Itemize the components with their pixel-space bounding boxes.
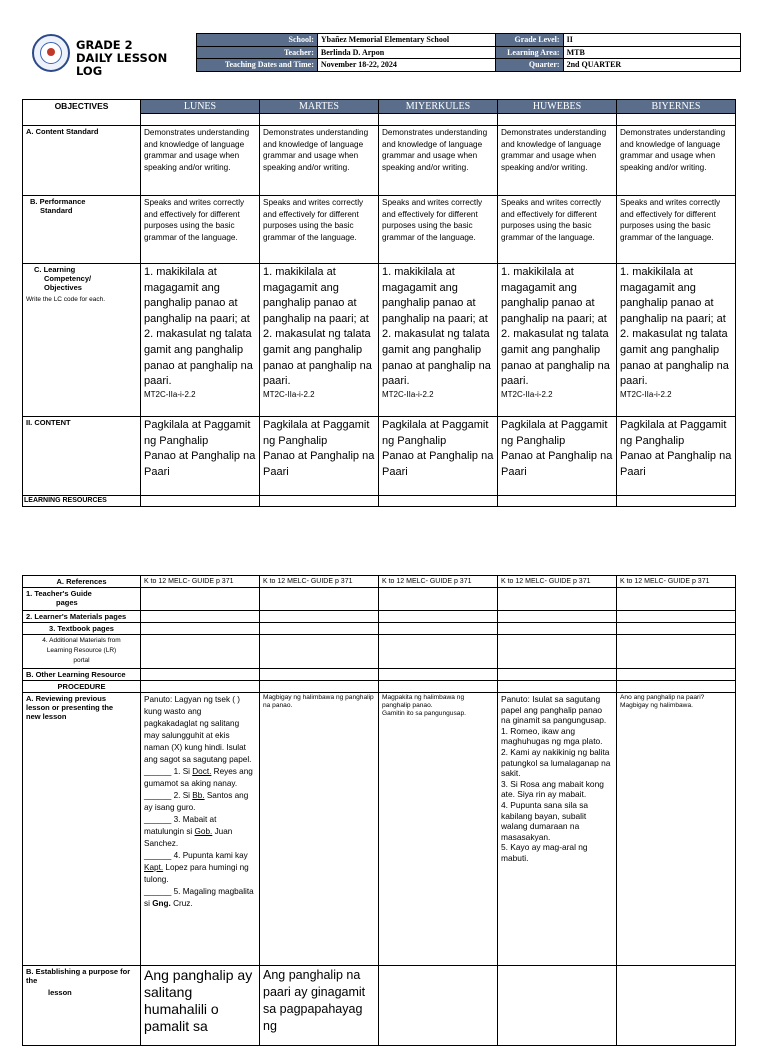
content-standard-cell: Demonstrates understanding and knowledge of language grammar and usage when speaking and/or writing. <box>617 126 736 196</box>
performance-standard-cell: Speaks and writes correctly and effectively for different purposes using the basic grammar of the language. <box>260 196 379 264</box>
textbook-pages-row <box>23 623 736 635</box>
content-cell: Pagkilala at Paggamit ng Panghalip Panao at Panghalip na Paari <box>379 417 498 496</box>
school-label: School: <box>197 34 318 47</box>
reference-cell: K to 12 MELC- GUIDE p 371 <box>141 576 260 588</box>
dates-label: Teaching Dates and Time: <box>197 59 318 72</box>
competency-row <box>23 264 736 417</box>
competency-cell: 1. makikilala at magagamit ang panghalip panao at panghalip na paari; at 2. makasulat ng talata gamit ang panghalip panao at panghalip na paari. MT2C-IIa-i-2.2 <box>617 264 736 417</box>
quarter-value: 2nd QUARTER <box>563 59 740 72</box>
grade-level-label: Grade Level: <box>495 34 563 47</box>
objectives-table <box>22 99 736 507</box>
document-title: GRADE 2 DAILY LESSON LOG <box>76 38 168 78</box>
reviewing-label: A. Reviewing previous lesson or presenting the new lesson <box>23 693 141 966</box>
reviewing-wednesday-cell: Magpakita ng halimbawa ng panghalip panao. Gamitin ito sa pangungusap. <box>379 693 498 966</box>
performance-standard-cell: Speaks and writes correctly and effectively for different purposes using the basic grammar of the language. <box>379 196 498 264</box>
learning-resources-row <box>23 496 736 507</box>
objectives-heading: OBJECTIVES <box>23 100 141 126</box>
deped-seal-logo <box>32 34 70 72</box>
teacher-label: Teacher: <box>197 46 318 59</box>
reviewing-row <box>23 693 736 966</box>
content-cell: Pagkilala at Paggamit ng Panghalip Panao at Panghalip na Paari <box>260 417 379 496</box>
reviewing-monday-cell: Panuto: Lagyan ng tsek ( ) kung wasto ang pagkakadaglat ng salitang may salungguhit at ekis naman (X) kung hindi. Isulat ang sagot sa sagutang papel. ______ 1. Si Doct. Reyes ang gumamot sa aking nanay. ______ 2. Si Bb. Santos ang ay isang guro. ______ 3. Mabait at matulungin si Gob. Juan Sanchez. ______ 4. Pupunta kami kay Kapt. Lopez para humingi ng tulong. ______ 5. Magaling magbalita si Gng. Cruz. <box>141 693 260 966</box>
other-resource-label: B. Other Learning Resource <box>23 669 141 681</box>
reference-cell: K to 12 MELC- GUIDE p 371 <box>617 576 736 588</box>
reviewing-thursday-cell: Panuto: Isulat sa sagutang papel ang panghalip panao na ginamit sa pangungusap. 1. Romeo, ikaw ang maghuhugas ng mga plato. 2. Kami ay nakikinig ng balita patungkol sa lumalaganap na sakit. 3. Si Rosa ang mabait kong ate. Siya rin ay mabait. 4. Pupunta sana sila sa kabilang bayan, subalit walang dumaraan na masasakyan. 5. Kayo ay mag-aral ng mabuti. <box>498 693 617 966</box>
content-cell: Pagkilala at Paggamit ng Panghalip Panao at Panghalip na Paari <box>498 417 617 496</box>
day-header-monday: LUNES <box>141 100 260 114</box>
competency-label: C. Learning Competency/ Objectives Write the LC code for each. <box>23 264 141 417</box>
additional-materials-row <box>23 635 736 669</box>
competency-cell: 1. makikilala at magagamit ang panghalip panao at panghalip na paari; at 2. makasulat ng talata gamit ang panghalip panao at panghalip na paari. MT2C-IIa-i-2.2 <box>379 264 498 417</box>
additional-materials-label: 4. Additional Materials from Learning Resource (LR) portal <box>23 635 141 669</box>
content-standard-cell: Demonstrates understanding and knowledge of language grammar and usage when speaking and/or writing. <box>260 126 379 196</box>
content-cell: Pagkilala at Paggamit ng Panghalip Panao at Panghalip na Paari <box>141 417 260 496</box>
procedure-label: PROCEDURE <box>23 681 141 693</box>
reference-cell: K to 12 MELC- GUIDE p 371 <box>379 576 498 588</box>
content-standard-cell: Demonstrates understanding and knowledge of language grammar and usage when speaking and/or writing. <box>141 126 260 196</box>
performance-standard-row <box>23 196 736 264</box>
content-standard-row <box>23 126 736 196</box>
content-label: II. CONTENT <box>23 417 141 496</box>
purpose-tuesday-cell: Ang panghalip na paari ay ginagamit sa pagpapahayag ng <box>260 966 379 1046</box>
content-row <box>23 417 736 496</box>
day-header-wednesday: MIYERKULES <box>379 100 498 114</box>
quarter-label: Quarter: <box>495 59 563 72</box>
purpose-label: B. Establishing a purpose for the lesson <box>23 966 141 1046</box>
learning-area-value: MTB <box>563 46 740 59</box>
performance-standard-label: B. Performance Standard <box>23 196 141 264</box>
references-label: A. References <box>23 576 141 588</box>
content-standard-cell: Demonstrates understanding and knowledge of language grammar and usage when speaking and/or writing. <box>498 126 617 196</box>
competency-cell: 1. makikilala at magagamit ang panghalip panao at panghalip na paari; at 2. makasulat ng talata gamit ang panghalip panao at panghalip na paari. MT2C-IIa-i-2.2 <box>498 264 617 417</box>
content-cell: Pagkilala at Paggamit ng Panghalip Panao at Panghalip na Paari <box>617 417 736 496</box>
day-header-tuesday: MARTES <box>260 100 379 114</box>
reviewing-friday-cell: Ano ang panghalip na paari? Magbigay ng halimbawa. <box>617 693 736 966</box>
procedure-table <box>22 575 736 1046</box>
content-standard-label: A. Content Standard <box>23 126 141 196</box>
teachers-guide-row <box>23 588 736 611</box>
school-value: Ybañez Memorial Elementary School <box>317 34 495 47</box>
learners-materials-row <box>23 611 736 623</box>
competency-cell: 1. makikilala at magagamit ang panghalip panao at panghalip na paari; at 2. makasulat ng talata gamit ang panghalip panao at panghalip na paari. MT2C-IIa-i-2.2 <box>141 264 260 417</box>
other-resource-row <box>23 669 736 681</box>
procedure-row <box>23 681 736 693</box>
teachers-guide-label: 1. Teacher's Guide pages <box>23 588 141 611</box>
day-header-friday: BIYERNES <box>617 100 736 114</box>
references-row <box>23 576 736 588</box>
learning-area-label: Learning Area: <box>495 46 563 59</box>
performance-standard-cell: Speaks and writes correctly and effectively for different purposes using the basic grammar of the language. <box>141 196 260 264</box>
content-standard-cell: Demonstrates understanding and knowledge of language grammar and usage when speaking and/or writing. <box>379 126 498 196</box>
day-header-thursday: HUWEBES <box>498 100 617 114</box>
grade-level-value: II <box>563 34 740 47</box>
performance-standard-cell: Speaks and writes correctly and effectively for different purposes using the basic grammar of the language. <box>617 196 736 264</box>
learning-resources-label: LEARNING RESOURCES <box>23 496 141 507</box>
learners-materials-label: 2. Learner's Materials pages <box>23 611 141 623</box>
performance-standard-cell: Speaks and writes correctly and effectively for different purposes using the basic grammar of the language. <box>498 196 617 264</box>
reviewing-tuesday-cell: Magbigay ng halimbawa ng panghalip na panao. <box>260 693 379 966</box>
teacher-value: Berlinda D. Arpon <box>317 46 495 59</box>
competency-cell: 1. makikilala at magagamit ang panghalip panao at panghalip na paari; at 2. makasulat ng talata gamit ang panghalip panao at panghalip na paari. MT2C-IIa-i-2.2 <box>260 264 379 417</box>
header-info-table <box>196 33 741 72</box>
reference-cell: K to 12 MELC- GUIDE p 371 <box>498 576 617 588</box>
purpose-monday-cell: Ang panghalip ay salitang humahalili o pamalit sa <box>141 966 260 1046</box>
reference-cell: K to 12 MELC- GUIDE p 371 <box>260 576 379 588</box>
textbook-pages-label: 3. Textbook pages <box>23 623 141 635</box>
dates-value: November 18-22, 2024 <box>317 59 495 72</box>
purpose-row <box>23 966 736 1046</box>
